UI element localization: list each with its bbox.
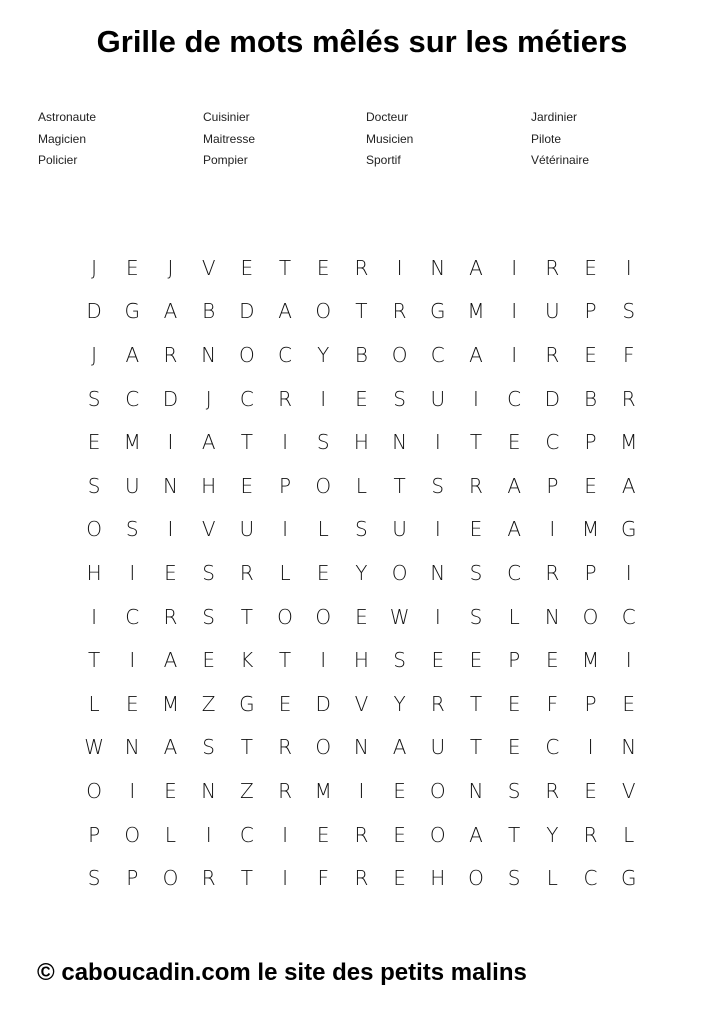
grid-letter: K [240, 648, 254, 673]
grid-letter: E [316, 560, 330, 585]
grid-letter: T [393, 473, 406, 498]
word-item: Maitresse [203, 131, 256, 146]
grid-letter: O [468, 866, 484, 891]
grid-letter: N [124, 735, 140, 760]
grid-letter: H [353, 430, 369, 455]
grid-letter: E [164, 778, 177, 803]
grid-letter: I [167, 430, 174, 455]
grid-letter: E [393, 866, 406, 891]
grid-letter: F [317, 866, 329, 891]
grid-letter: T [240, 604, 253, 629]
grid-letter: M [161, 691, 180, 716]
grid-letter: M [620, 430, 638, 455]
grid-letter: B [354, 342, 368, 367]
grid-letter: G [430, 299, 446, 324]
grid-letter: S [507, 866, 521, 891]
grid-letter: S [355, 517, 368, 542]
grid-letter: T [469, 691, 483, 716]
grid-letter: C [125, 604, 140, 629]
grid-letter: L [355, 473, 367, 498]
grid-letter: R [621, 386, 636, 411]
grid-letter: Y [355, 560, 368, 585]
grid-letter: E [546, 648, 559, 673]
grid-letter: A [469, 822, 483, 847]
grid-letter: V [201, 517, 216, 542]
grid-letter: S [622, 299, 636, 324]
grid-letter: S [469, 560, 483, 585]
grid-letter: A [621, 473, 636, 498]
grid-letter: N [544, 604, 560, 629]
grid-letter: E [507, 735, 521, 760]
grid-letter: O [86, 778, 102, 803]
grid-letter: E [125, 255, 139, 280]
grid-letter: R [469, 473, 483, 498]
grid-letter: I [396, 255, 403, 280]
grid-letter: I [473, 386, 479, 411]
grid-letter: U [545, 299, 560, 324]
grid-letter: O [315, 473, 332, 498]
grid-letter: S [393, 648, 406, 673]
grid-letter: A [469, 255, 483, 280]
grid-letter: E [240, 473, 254, 498]
grid-letter: E [355, 604, 368, 629]
grid-letter: V [354, 691, 369, 716]
grid-letter: R [354, 255, 369, 280]
grid-letter: J [205, 386, 212, 411]
grid-letter: I [625, 255, 632, 280]
grid-letter: A [469, 342, 483, 367]
grid-letter: E [125, 691, 139, 716]
grid-letter: E [316, 822, 330, 847]
grid-letter: E [469, 648, 483, 673]
grid-letter: I [167, 517, 174, 542]
grid-letter: E [622, 691, 636, 716]
grid-letter: I [91, 604, 98, 629]
grid-letter: E [355, 386, 368, 411]
grid-letter: R [239, 560, 254, 585]
grid-letter: H [353, 648, 369, 673]
word-column [203, 107, 255, 172]
grid-letter: S [469, 604, 483, 629]
grid-letter: I [511, 255, 518, 280]
grid-letter: N [353, 735, 369, 760]
grid-letter: S [125, 517, 139, 542]
grid-letter: L [623, 822, 635, 847]
grid-letter: S [87, 386, 101, 411]
grid-letter: E [278, 691, 292, 716]
grid-letter: N [621, 735, 637, 760]
grid-letter: G [620, 517, 637, 542]
grid-letter: I [320, 648, 327, 673]
grid-letter: O [86, 517, 102, 542]
grid-letter: T [240, 735, 253, 760]
grid-letter: I [205, 822, 212, 847]
grid-letter: N [430, 255, 446, 280]
grid-letter: S [87, 473, 101, 498]
grid-letter: R [354, 822, 369, 847]
grid-letter: O [391, 560, 408, 585]
word-item: Sportif [366, 153, 401, 167]
grid-letter: C [621, 604, 636, 629]
grid-letter: H [430, 866, 446, 891]
grid-letter: T [469, 735, 483, 760]
grid-letter: T [469, 430, 483, 455]
grid-letter: T [278, 255, 292, 280]
grid-letter: J [91, 342, 98, 367]
grid-letter: W [84, 735, 104, 760]
grid-letter: E [584, 342, 597, 367]
word-item: Jardinier [531, 110, 578, 124]
grid-letter: R [430, 691, 445, 716]
grid-letter: E [240, 255, 254, 280]
grid-letter: A [392, 735, 407, 760]
grid-letter: R [278, 735, 292, 760]
grid-letter: E [507, 691, 521, 716]
grid-letter: E [316, 255, 330, 280]
grid-letter: E [507, 430, 521, 455]
grid-letter: T [355, 299, 368, 324]
grid-letter: P [279, 473, 292, 498]
grid-letter: A [507, 473, 521, 498]
grid-letter: C [239, 386, 254, 411]
grid-letter: C [545, 430, 560, 455]
grid-letter: A [163, 299, 178, 324]
grid-letter: A [125, 342, 140, 367]
page-title: Grille de mots mêlés sur les métiers [96, 24, 628, 59]
grid-letter: Y [317, 342, 330, 367]
grid-letter: D [239, 299, 255, 324]
word-item: Pompier [203, 153, 248, 167]
grid-letter: S [316, 430, 330, 455]
grid-letter: J [167, 255, 174, 280]
grid-letter: R [392, 299, 407, 324]
grid-letter: C [239, 822, 254, 847]
grid-letter: O [315, 735, 332, 760]
word-item: Astronaute [38, 110, 97, 124]
grid-letter: V [201, 255, 216, 280]
grid-letter: P [508, 648, 521, 673]
word-column [366, 107, 413, 172]
grid-letter: S [431, 473, 445, 498]
grid-letter: L [317, 517, 329, 542]
word-column [531, 107, 589, 172]
grid-letter: H [86, 560, 102, 585]
grid-letter: E [393, 778, 406, 803]
grid-letter: I [282, 822, 288, 847]
grid-letter: I [129, 560, 136, 585]
grid-letter: E [202, 648, 215, 673]
grid-letter: O [124, 822, 141, 847]
grid-letter: I [625, 560, 632, 585]
grid-letter: A [201, 430, 216, 455]
grid-letter: S [393, 386, 406, 411]
grid-letter: I [434, 517, 441, 542]
grid-letter: A [507, 517, 521, 542]
grid-letter: P [584, 560, 597, 585]
grid-letter: S [202, 735, 215, 760]
grid-letter: Y [546, 822, 559, 847]
grid-letter: I [129, 648, 136, 673]
grid-letter: S [202, 604, 215, 629]
grid-letter: S [202, 560, 215, 585]
grid-letter: U [124, 473, 140, 498]
grid-letter: E [431, 648, 445, 673]
grid-letter: L [546, 866, 558, 891]
grid-letter: U [430, 735, 446, 760]
grid-letter: C [545, 735, 560, 760]
grid-letter: P [584, 430, 597, 455]
word-list [38, 107, 698, 177]
grid-letter: I [434, 604, 441, 629]
grid-letter: A [163, 735, 178, 760]
grid-letter: P [584, 691, 597, 716]
grid-letter: I [282, 866, 288, 891]
grid-letter: R [545, 255, 560, 280]
grid-letter: O [429, 822, 446, 847]
grid-letter: O [315, 604, 332, 629]
grid-letter: R [583, 822, 598, 847]
grid-letter: I [320, 386, 327, 411]
grid-letter: C [430, 342, 445, 367]
grid-letter: Z [201, 691, 216, 716]
grid-letter: T [240, 430, 253, 455]
word-item: Pilote [531, 131, 562, 146]
grid-letter: L [164, 822, 177, 847]
grid-letter: R [545, 342, 560, 367]
grid-letter: F [622, 342, 635, 367]
grid-letter: O [582, 604, 599, 629]
grid-letter: U [430, 386, 446, 411]
word-item: Magicien [38, 131, 87, 146]
grid-letter: H [201, 473, 217, 498]
grid-letter: I [511, 299, 518, 324]
grid-letter: G [124, 299, 141, 324]
grid-letter: N [201, 342, 217, 367]
grid-letter: S [87, 866, 101, 891]
grid-letter: R [278, 778, 292, 803]
grid-letter: G [239, 691, 255, 716]
grid-letter: I [434, 430, 441, 455]
grid-letter: W [389, 604, 410, 629]
grid-letter: E [584, 778, 597, 803]
grid-letter: I [129, 778, 136, 803]
grid-letter: I [625, 648, 632, 673]
grid-letter: S [507, 778, 521, 803]
grid-letter: L [508, 604, 520, 629]
word-item: Policier [38, 153, 78, 167]
grid-letter: I [511, 342, 518, 367]
word-item: Cuisinier [203, 110, 250, 124]
grid-letter: A [278, 299, 292, 324]
footer-copyright: © caboucadin.com le site des petits malins [37, 959, 527, 986]
grid-letter: L [88, 691, 100, 716]
grid-letter: T [278, 648, 292, 673]
grid-letter: R [354, 866, 369, 891]
word-item: Vétérinaire [531, 153, 590, 167]
grid-letter: D [86, 299, 102, 324]
grid-letter: F [546, 691, 559, 716]
grid-letter: G [620, 866, 637, 891]
grid-letter: D [162, 386, 179, 411]
word-item: Docteur [366, 110, 409, 124]
grid-letter: T [240, 866, 253, 891]
grid-letter: O [238, 342, 255, 367]
grid-letter: O [277, 604, 293, 629]
letter-grid [75, 246, 648, 900]
grid-letter: C [507, 386, 522, 411]
grid-letter: M [581, 517, 600, 542]
grid-letter: C [125, 386, 140, 411]
grid-letter: M [123, 430, 141, 455]
grid-letter: P [584, 299, 597, 324]
grid-letter: N [201, 778, 217, 803]
grid-letter: D [544, 386, 561, 411]
grid-letter: M [314, 778, 332, 803]
grid-letter: R [201, 866, 216, 891]
grid-letter: O [429, 778, 446, 803]
grid-letter: C [507, 560, 522, 585]
grid-letter: Z [239, 778, 254, 803]
grid-letter: M [467, 299, 485, 324]
grid-letter: Y [393, 691, 406, 716]
grid-letter: L [279, 560, 291, 585]
grid-letter: T [508, 822, 521, 847]
grid-letter: E [469, 517, 483, 542]
grid-letter: O [162, 866, 179, 891]
grid-letter: C [278, 342, 293, 367]
grid-letter: O [391, 342, 408, 367]
grid-letter: I [282, 430, 288, 455]
grid-letter: R [545, 560, 560, 585]
grid-letter: N [162, 473, 178, 498]
grid-letter: E [164, 560, 177, 585]
grid-letter: P [126, 866, 139, 891]
word-column [38, 107, 96, 172]
grid-letter: I [587, 735, 594, 760]
grid-letter: O [315, 299, 332, 324]
grid-letter: R [545, 778, 560, 803]
grid-letter: A [163, 648, 178, 673]
grid-letter: N [430, 560, 446, 585]
grid-letter: I [358, 778, 365, 803]
grid-letter: E [393, 822, 406, 847]
grid-letter: I [549, 517, 556, 542]
word-item: Musicien [366, 131, 414, 146]
grid-letter: P [546, 473, 559, 498]
grid-letter: E [87, 430, 101, 455]
grid-letter: M [581, 648, 600, 673]
grid-letter: E [584, 473, 597, 498]
grid-letter: E [584, 255, 597, 280]
grid-letter: U [392, 517, 407, 542]
grid-letter: J [91, 255, 98, 280]
grid-letter: D [315, 691, 331, 716]
grid-letter: T [87, 648, 101, 673]
grid-letter: V [621, 778, 636, 803]
grid-letter: R [278, 386, 292, 411]
grid-letter: B [583, 386, 598, 411]
grid-letter: N [468, 778, 484, 803]
grid-letter: P [88, 822, 101, 847]
grid-letter: N [392, 430, 408, 455]
grid-letter: C [583, 866, 598, 891]
grid-letter: U [239, 517, 255, 542]
grid-letter: B [202, 299, 216, 324]
grid-letter: I [282, 517, 288, 542]
grid-letter: R [163, 604, 178, 629]
grid-letter: R [163, 342, 178, 367]
